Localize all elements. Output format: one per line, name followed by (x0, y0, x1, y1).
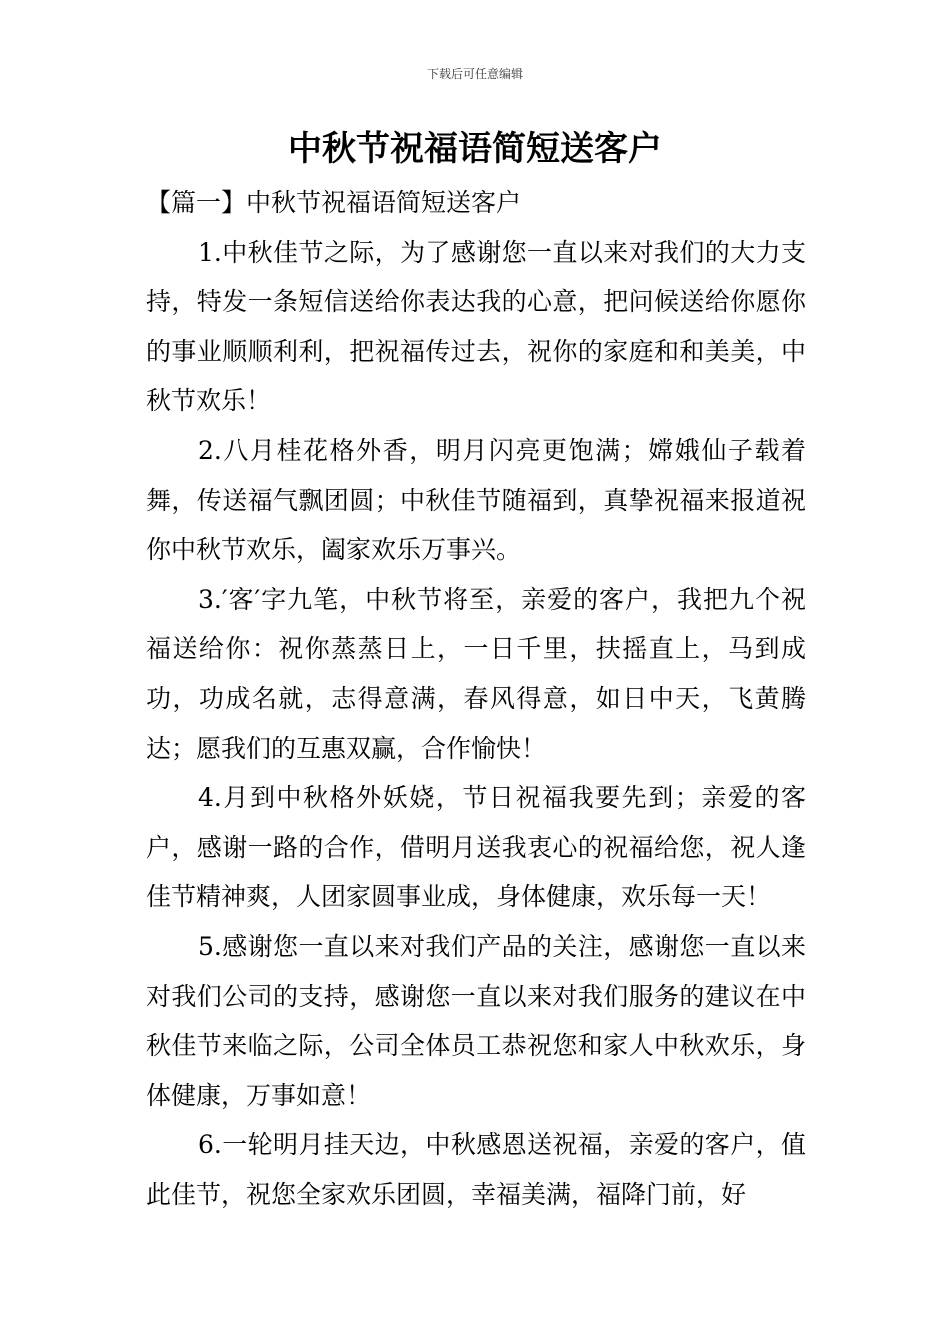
paragraph-6: 6.一轮明月挂天边，中秋感恩送祝福，亲爱的客户，值此佳节，祝您全家欢乐团圆，幸福美满，福降门前，好 (146, 1130, 806, 1209)
paragraph-5: 5.感谢您一直以来对我们产品的关注，感谢您一直以来对我们公司的支持，感谢您一直以来对我们服务的建议在中秋佳节来临之际，公司全体员工恭祝您和家人中秋欢乐，身体健康，万事如意！ (146, 931, 806, 1110)
paragraph-4: 4.月到中秋格外妖娆，节日祝福我要先到；亲爱的客户，感谢一路的合作，借明月送我衷心的祝福给您，祝人逢佳节精神爽，人团家圆事业成，身体健康，欢乐每一天！ (146, 783, 806, 912)
header-note: 下载后可任意编辑 (426, 67, 523, 81)
paragraph-3: 3.′客′字九笔，中秋节将至，亲爱的客户，我把九个祝福送给你：祝你蒸蒸日上，一日千里，扶摇直上，马到成功，功成名就，志得意满，春风得意，如日中天，飞黄腾达；愿我们的互惠双赢，合作愉快！ (146, 584, 806, 763)
document-body (146, 178, 806, 1219)
paragraph-2: 2.八月桂花格外香，明月闪亮更饱满；嫦娥仙子载着舞，传送福气飘团圆；中秋佳节随福到，真挚祝福来报道祝你中秋节欢乐，阖家欢乐万事兴。 (146, 435, 806, 565)
paragraph-1: 1.中秋佳节之际，为了感谢您一直以来对我们的大力支持，特发一条短信送给你表达我的心意，把问候送给你愿你的事业顺顺利利，把祝福传过去，祝你的家庭和和美美，中秋节欢乐！ (146, 237, 806, 416)
document-title: 中秋节祝福语简短送客户 (288, 129, 662, 169)
section-heading: 【篇一】中秋节祝福语简短送客户 (146, 188, 522, 217)
